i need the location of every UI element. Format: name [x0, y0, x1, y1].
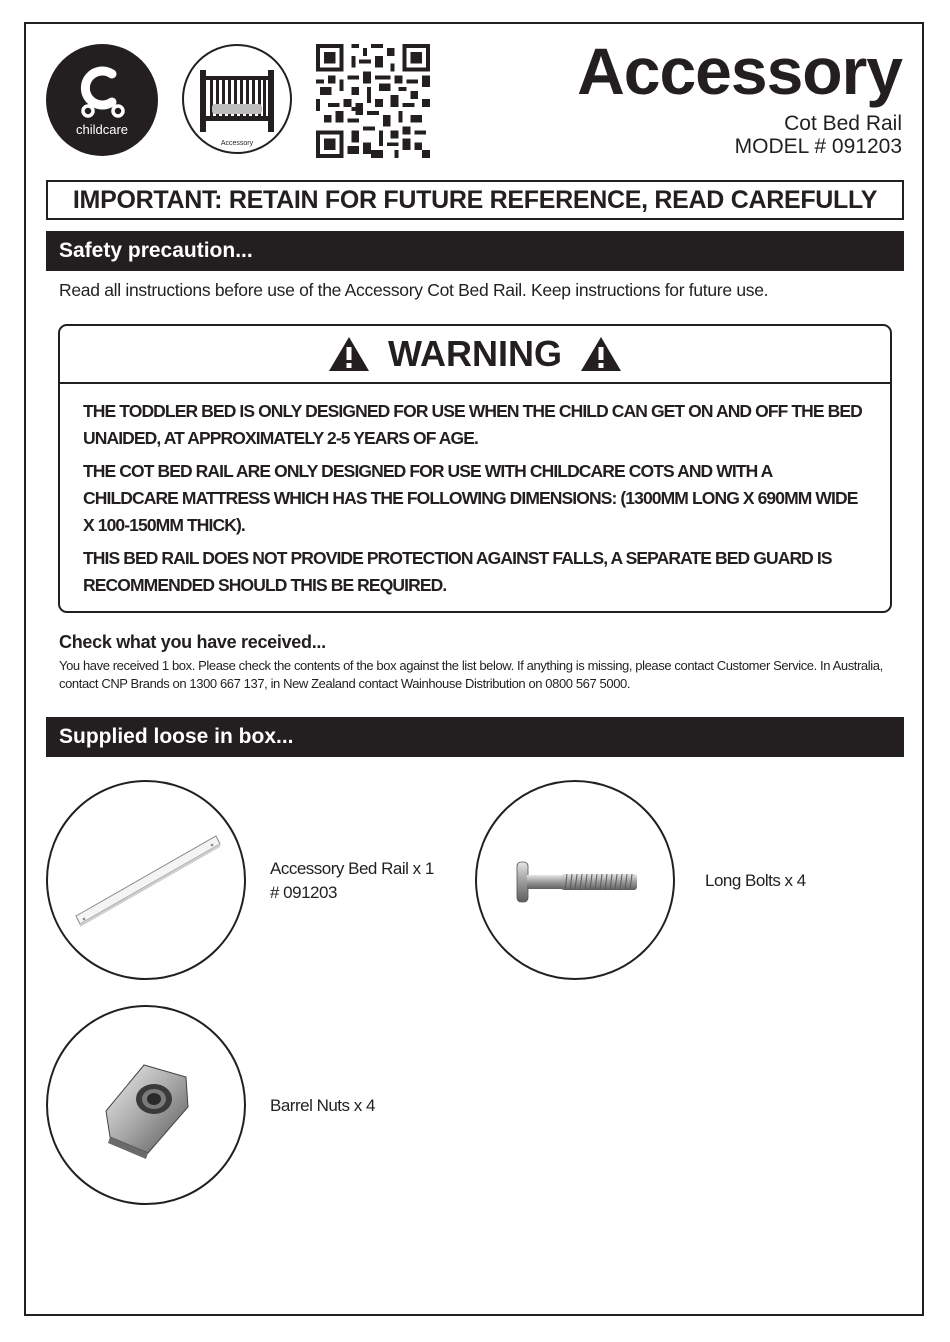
- warning-paragraph: THE TODDLER BED IS ONLY DESIGNED FOR USE WHEN THE CHILD CAN GET ON AND OFF THE BED UNAIDED, AT APPROXIMATELY 2-5 YEARS OF AGE.: [83, 401, 862, 448]
- warning-triangle-icon: [580, 336, 622, 372]
- warning-body: [60, 384, 890, 599]
- barrel-nut-icon: [48, 1007, 244, 1203]
- check-text: You have received 1 box. Please check the contents of the box against the list below. If anything is missing, please contact Customer Service. In Australia, contact CNP Brands on 1300 667 137, in New Zealand contact Wainhouse Distribution on 0800 567 5000.: [59, 658, 883, 691]
- page-title: Accessory: [577, 34, 902, 108]
- model-number: MODEL # 091203: [734, 135, 902, 158]
- bed-rail-icon: [48, 782, 244, 978]
- part-name: Long Bolts x 4: [705, 871, 806, 890]
- warning-title: WARNING: [388, 333, 562, 374]
- part-code: # 091203: [270, 883, 337, 902]
- safety-intro: Read all instructions before use of the Accessory Cot Bed Rail. Keep instructions for future use.: [59, 280, 769, 300]
- bed-rail-image: [46, 780, 246, 980]
- cot-icon: [184, 46, 290, 152]
- product-name: Cot Bed Rail: [784, 112, 902, 135]
- logo-text: childcare: [75, 122, 129, 137]
- important-banner: IMPORTANT: RETAIN FOR FUTURE REFERENCE, READ CAREFULLY: [46, 180, 904, 220]
- childcare-logo: [46, 44, 158, 156]
- part-label-barrel-nuts: [270, 1094, 375, 1118]
- badge-label: Accessory: [220, 140, 254, 147]
- part-label-bed-rail: [270, 857, 434, 905]
- long-bolt-image: [475, 780, 675, 980]
- long-bolt-icon: [477, 782, 673, 978]
- warning-box: [58, 324, 892, 613]
- part-name: Accessory Bed Rail x 1: [270, 859, 434, 878]
- warning-triangle-icon: [328, 336, 370, 372]
- barrel-nut-image: [46, 1005, 246, 1205]
- part-label-long-bolts: [705, 869, 806, 893]
- check-heading: Check what you have received...: [59, 632, 326, 652]
- warning-header: [60, 326, 890, 384]
- qr-code-icon: [316, 44, 430, 158]
- part-name: Barrel Nuts x 4: [270, 1096, 375, 1115]
- product-badge: [182, 44, 292, 154]
- warning-paragraph: THE COT BED RAIL ARE ONLY DESIGNED FOR USE WITH CHILDCARE COTS AND WITH A CHILDCARE MATTRESS WHICH HAS THE FOLLOWING DIMENSIONS: (1300MM LONG X 690MM WIDE X 100-150MM THICK).: [83, 461, 858, 535]
- childcare-logo-mark-icon: [46, 44, 158, 156]
- supplied-heading: Supplied loose in box...: [46, 717, 904, 757]
- safety-heading: Safety precaution...: [46, 231, 904, 271]
- warning-paragraph: THIS BED RAIL DOES NOT PROVIDE PROTECTION AGAINST FALLS, A SEPARATE BED GUARD IS RECOMMENDED SHOULD THIS BE REQUIRED.: [83, 548, 832, 595]
